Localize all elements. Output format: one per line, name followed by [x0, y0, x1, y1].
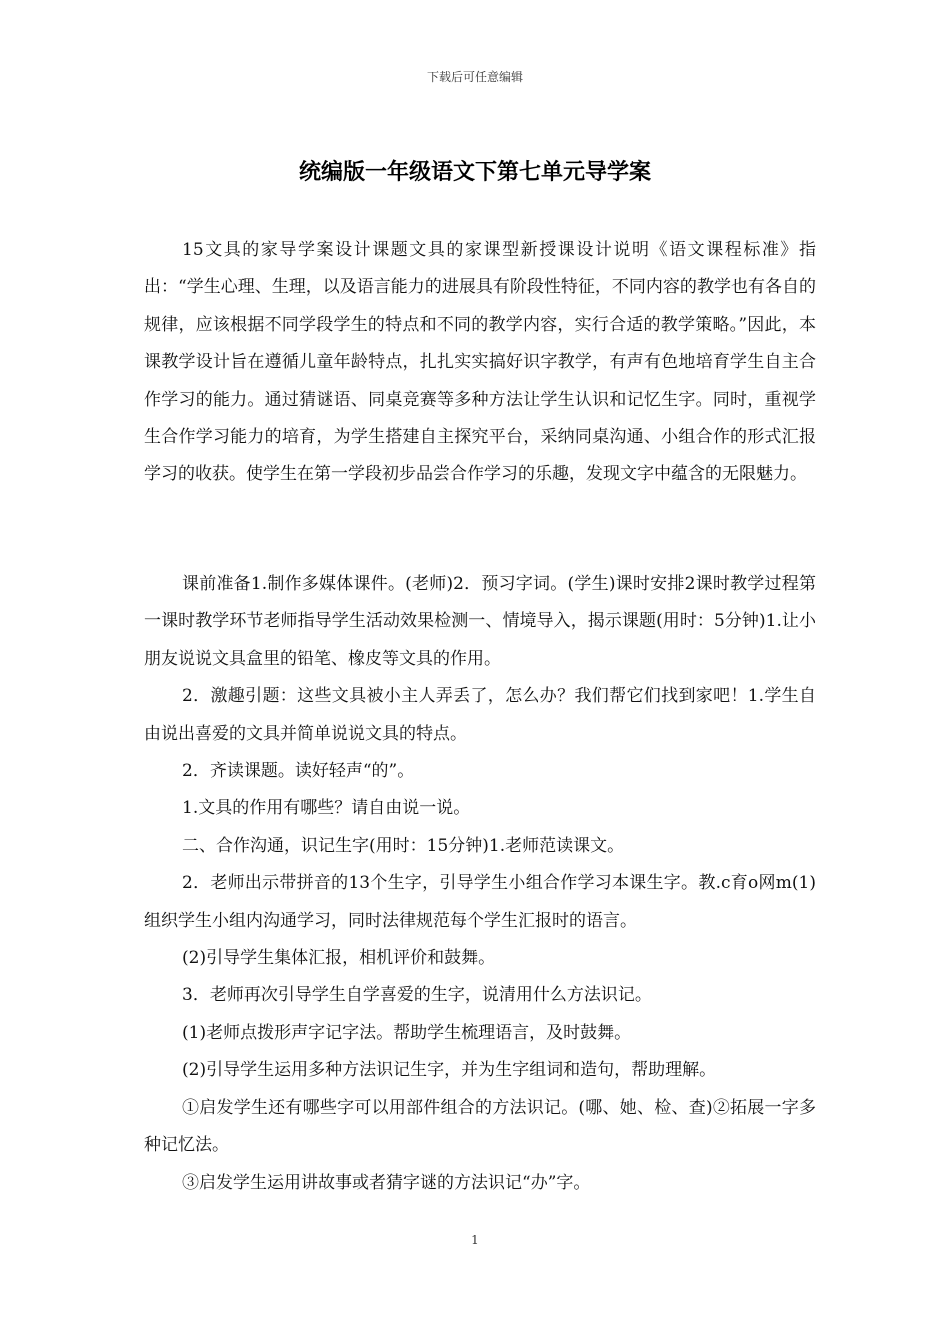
- lesson-body: [144, 566, 816, 1202]
- paragraph-preparation: 课前准备1.制作多媒体课件。(老师)2．预习字词。(学生)课时安排2课时教学过程第一课时教学环节老师指导学生活动效果检测一、情境导入，揭示课题(用时：5分钟)1.让小朋友说说文具盒里的铅笔、橡皮等文具的作用。: [144, 574, 816, 669]
- paragraph-phonetic: (1)老师点拨形声字记字法。帮助学生梳理语言，及时鼓舞。: [182, 1022, 632, 1043]
- document-title: 统编版一年级语文下第七单元导学案: [298, 160, 651, 185]
- paragraph-riddle: ③启发学生运用讲故事或者猜字谜的方法识记“办”字。: [182, 1172, 591, 1193]
- paragraph-question: 1.文具的作用有哪些？请自由说一说。: [182, 798, 471, 819]
- paragraph-section-two: 二、合作沟通，识记生字(用时：15分钟)1.老师范读课文。: [182, 835, 625, 856]
- paragraph-characters: 2．老师出示带拼音的13个生字，引导学生小组合作学习本课生字。教.c育o网m(1)组织学生小组内沟通学习，同时法律规范每个学生汇报时的语言。: [144, 873, 816, 931]
- paragraph-self-study: 3．老师再次引导学生自学喜爱的生字，说清用什么方法识记。: [182, 985, 652, 1006]
- paragraph-motivation: 2．激趣引题：这些文具被小主人弄丢了，怎么办？我们帮它们找到家吧！1.学生自由说出喜爱的文具并简单说说文具的特点。: [144, 686, 816, 744]
- header-note: 下载后可任意编辑: [426, 70, 523, 84]
- paragraph-components: ①启发学生还有哪些字可以用部件组合的方法识记。(哪、她、检、查)②拓展一字多种记忆法。: [144, 1097, 816, 1156]
- paragraph-methods: (2)引导学生运用多种方法识记生字，并为生字组词和造句，帮助理解。: [182, 1060, 717, 1081]
- page-number: 1: [471, 1233, 479, 1247]
- paragraph-report: (2)引导学生集体汇报，相机评价和鼓舞。: [182, 948, 496, 969]
- paragraph-read-title: 2．齐读课题。读好轻声“的”。: [182, 761, 415, 782]
- intro-paragraph: 15文具的家导学案设计课题文具的家课型新授课设计说明《语文课程标准》指出：“学生心理、生理，以及语言能力的进展具有阶段性特征，不同内容的教学也有各自的规律，应该根据不同学段学生的特点和不同的教学内容，实行合适的教学策略。”因此，本课教学设计旨在遵循儿童年龄特点，扎扎实实搞好识字教学，有声有色地培育学生自主合作学习的能力。通过猜谜语、同桌竞赛等多种方法让学生认识和记忆生字。同时，重视学生合作学习能力的培育，为学生搭建自主探究平台，采纳同桌沟通、小组合作的形式汇报学习的收获。使学生在第一学段初步品尝合作学习的乐趣，发现文字中蕴含的无限魅力。: [144, 240, 816, 485]
